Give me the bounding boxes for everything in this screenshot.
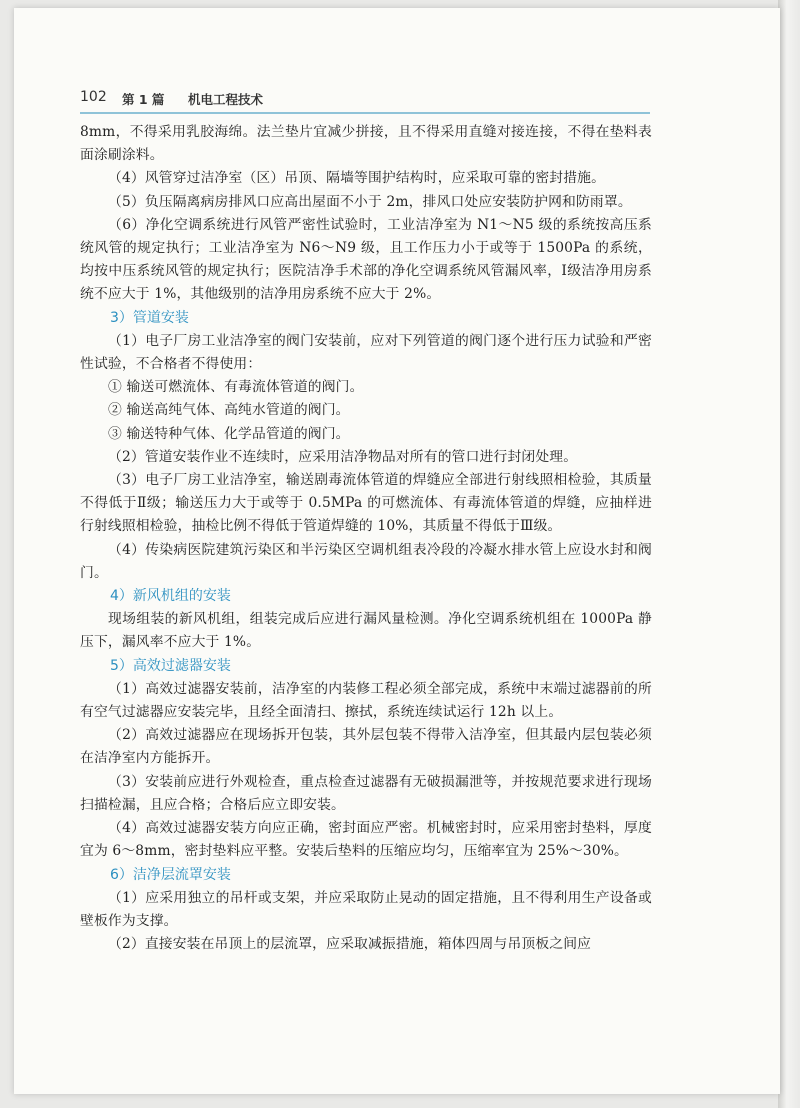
body-paragraph: （4）风管穿过洁净室（区）吊顶、隔墙等围护结构时，应采取可靠的密封措施。	[108, 170, 606, 187]
body-paragraph: （3）电子厂房工业洁净室，输送剧毒流体管道的焊缝应全部进行射线照相检验，其质量不得低于Ⅱ级；输送压力大于或等于 0.5MPa 的可燃流体、有毒流体管道的焊缝，应抽样进行射线照相检验，抽检比例不得低于管道焊缝的 10%，其质量不得低于Ⅲ级。	[80, 472, 652, 535]
body-paragraph: （4）高效过滤器安装方向应正确，密封面应严密。机械密封时，应采用密封垫料，厚度宜为 6～8mm，密封垫料应平整。安装后垫料的压缩应均匀，压缩率宜为 25%～30%。	[80, 820, 652, 860]
body-paragraph: ① 输送可燃流体、有毒流体管道的阀门。	[108, 379, 364, 396]
part-title: 机电工程技术	[188, 92, 264, 107]
section-heading: 6）洁净层流罩安装	[110, 866, 231, 883]
page-edge-shadow	[778, 0, 800, 1108]
part-label: 第 1 篇	[122, 92, 165, 107]
body-paragraph: （1）高效过滤器安装前，洁净室的内装修工程必须全部完成，系统中末端过滤器前的所有空气过滤器应安装完毕，且经全面清扫、擦拭，系统连续试运行 12h 以上。	[80, 680, 652, 721]
section-heading: 4）新风机组的安装	[110, 588, 231, 605]
body-paragraph: （5）负压隔离病房排风口应高出屋面不小于 2m，排风口处应安装防护网和防雨罩。	[108, 193, 632, 210]
page-number: 102	[80, 89, 107, 105]
body-paragraph: （6）净化空调系统进行风管严密性试验时，工业洁净室为 N1～N5 级的系统按高压系统风管的规定执行；工业洁净室为 N6～N9 级，且工作压力小于或等于 1500Pa 的系统，均按中压系统风管的规定执行；医院洁净手术部的净化空调系统风管漏风率，Ⅰ级洁净用房系统不应大于 1%，其他级别的洁净用房系统不应大于 2%。	[80, 216, 652, 303]
section-heading: 3）管道安装	[110, 309, 189, 326]
body-paragraph: 8mm，不得采用乳胶海绵。法兰垫片宜减少拼接，且不得采用直缝对接连接，不得在垫料表面涂刷涂料。	[80, 124, 652, 164]
body-paragraph: （2）管道安装作业不连续时，应采用洁净物品对所有的管口进行封闭处理。	[108, 448, 578, 465]
body-paragraph: 现场组装的新风机组，组装完成后应进行漏风量检测。净化空调系统机组在 1000Pa 静压下，漏风率不应大于 1%。	[80, 611, 652, 651]
body-paragraph: （2）直接安装在吊顶上的层流罩，应采取减振措施，箱体四周与吊顶板之间应	[108, 936, 592, 953]
body-paragraph: ③ 输送特种气体、化学品管道的阀门。	[108, 425, 350, 442]
body-paragraph: （1）应采用独立的吊杆或支架，并应采取防止晃动的固定措施，且不得利用生产设备或壁板作为支撑。	[80, 889, 652, 929]
running-header	[80, 86, 650, 114]
body-paragraph: ② 输送高纯气体、高纯水管道的阀门。	[108, 402, 350, 419]
section-heading: 5）高效过滤器安装	[110, 657, 231, 674]
body-paragraph: （2）高效过滤器应在现场拆开包装，其外层包装不得带入洁净室，但其最内层包装必须在洁净室内方能拆开。	[80, 727, 652, 767]
body-paragraph: （1）电子厂房工业洁净室的阀门安装前，应对下列管道的阀门逐个进行压力试验和严密性试验，不合格者不得使用：	[80, 332, 652, 373]
page-body	[80, 121, 652, 956]
body-paragraph: （4）传染病医院建筑污染区和半污染区空调机组表冷段的冷凝水排水管上应设水封和阀门。	[80, 541, 652, 581]
body-paragraph: （3）安装前应进行外观检查，重点检查过滤器有无破损漏泄等，并按规范要求进行现场扫描检漏，且应合格；合格后应立即安装。	[80, 773, 652, 813]
